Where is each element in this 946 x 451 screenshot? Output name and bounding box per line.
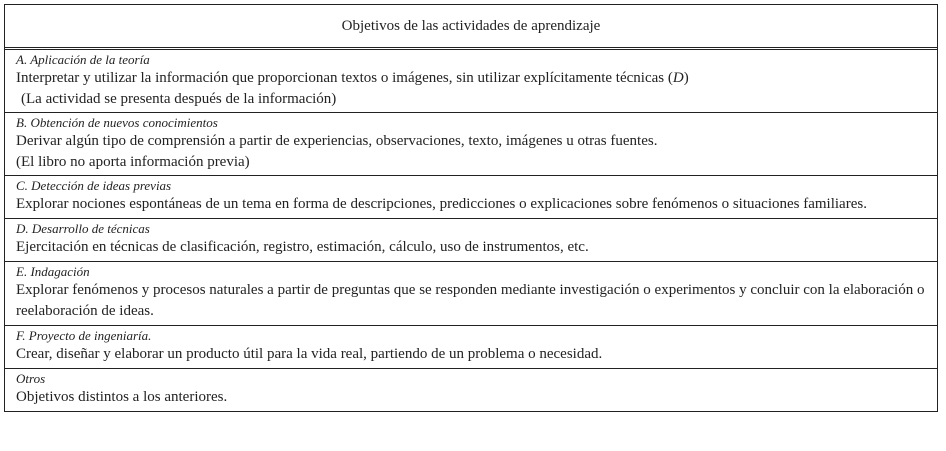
row-title: C. Detección de ideas previas bbox=[16, 178, 172, 193]
table-row-otros bbox=[5, 369, 937, 411]
table-row-f bbox=[5, 326, 937, 369]
table-header: Objetivos de las actividades de aprendizaje bbox=[5, 5, 937, 50]
row-description-emphasis: D bbox=[672, 70, 684, 86]
table-row-c bbox=[5, 176, 937, 219]
row-title: Otros bbox=[16, 371, 46, 386]
row-note: (La actividad se presenta después de la información) bbox=[21, 91, 337, 107]
table-row-a bbox=[5, 50, 937, 113]
row-title: F. Proyecto de ingeniaría. bbox=[16, 328, 152, 343]
row-note: (El libro no aporta información previa) bbox=[16, 154, 250, 170]
row-description: Objetivos distintos a los anteriores. bbox=[16, 389, 228, 405]
row-description: Explorar fenómenos y procesos naturales a partir de preguntas que se responden mediante investigación o experimentos y concluir con la elaboración o reelaboración de ideas. bbox=[16, 282, 925, 319]
row-title: E. Indagación bbox=[16, 264, 90, 279]
row-description: Derivar algún tipo de comprensión a partir de experiencias, observaciones, texto, imágenes u otras fuentes. bbox=[16, 133, 658, 149]
row-description: Crear, diseñar y elaborar un producto útil para la vida real, partiendo de un problema o necesidad. bbox=[16, 346, 603, 362]
row-description-end: ) bbox=[683, 70, 689, 86]
objectives-table bbox=[4, 4, 938, 412]
table-row-d bbox=[5, 219, 937, 262]
row-title: B. Obtención de nuevos conocimientos bbox=[16, 115, 218, 130]
row-description-text: Interpretar y utilizar la información que proporcionan textos o imágenes, sin utilizar explícitamente técnicas ( bbox=[16, 70, 673, 86]
table-row-b bbox=[5, 113, 937, 176]
row-title: D. Desarrollo de técnicas bbox=[16, 221, 150, 236]
table-row-e bbox=[5, 262, 937, 326]
row-description: Explorar nociones espontáneas de un tema en forma de descripciones, predicciones o explicaciones sobre fenómenos o situaciones familiares. bbox=[16, 196, 867, 212]
row-description: Ejercitación en técnicas de clasificación, registro, estimación, cálculo, uso de instrumentos, etc. bbox=[16, 239, 589, 255]
row-description bbox=[16, 68, 929, 89]
row-title: A. Aplicación de la teoría bbox=[16, 52, 150, 67]
